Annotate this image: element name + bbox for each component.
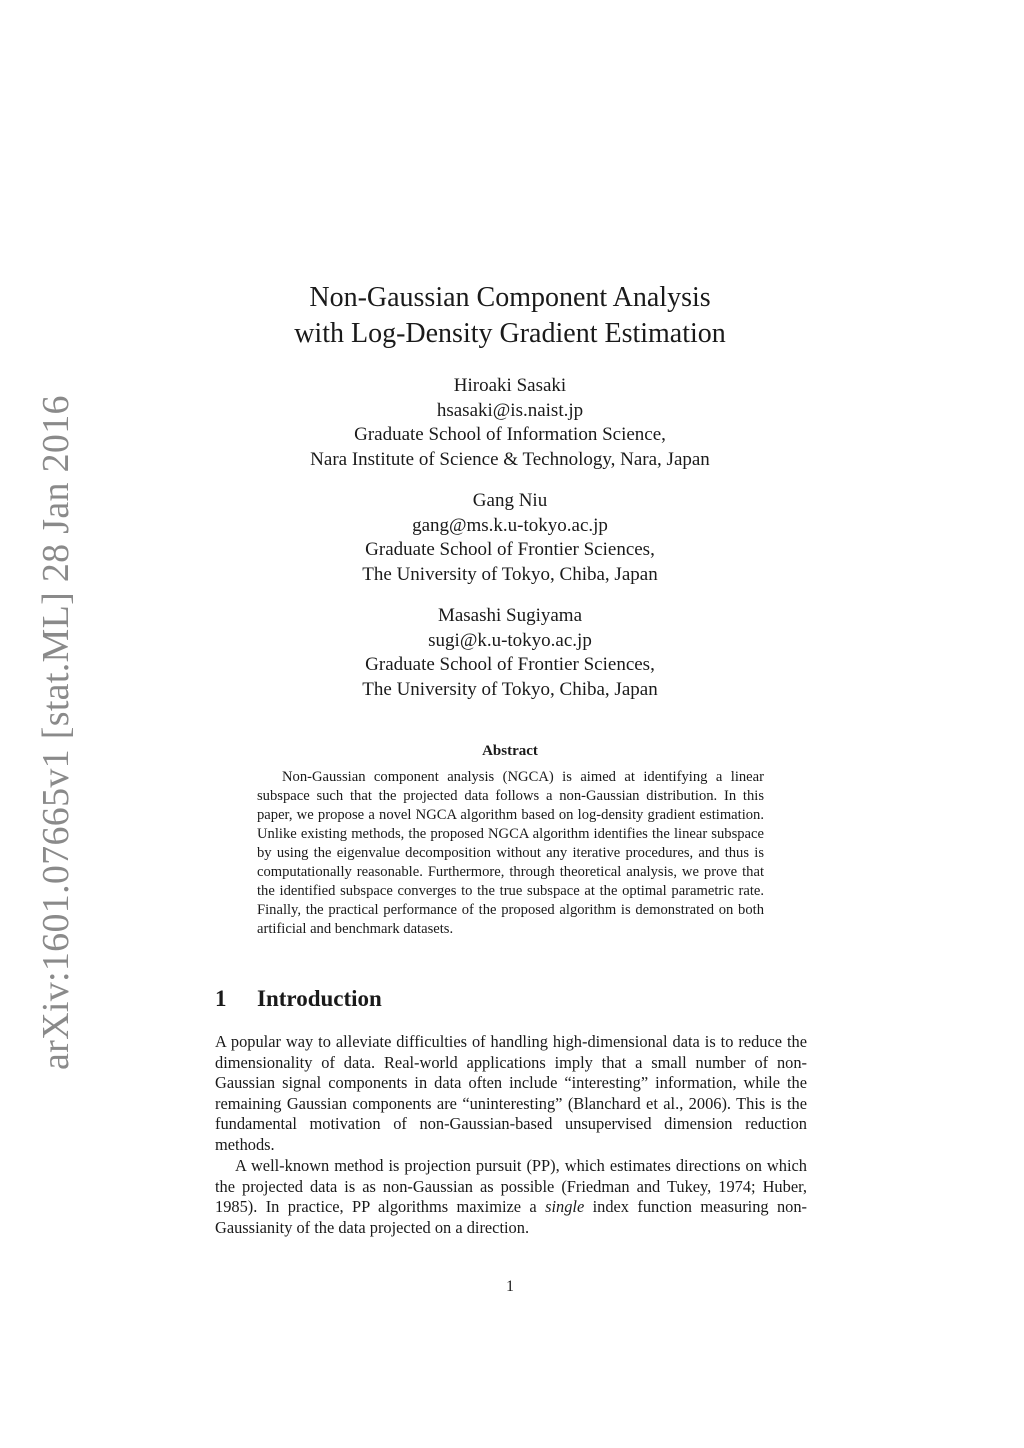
page-number: 1 [506,1278,514,1295]
author-affiliation: The University of Tokyo, Chiba, Japan [362,678,658,700]
author-name: Masashi Sugiyama [437,605,583,626]
section-heading [215,986,815,1012]
author-block-1 [200,374,820,472]
emphasized-word: single [545,1197,585,1216]
author-affiliation: The University of Tokyo, Chiba, Japan [362,563,658,585]
author-email: sugi@k.u-tokyo.ac.jp [428,629,592,651]
section-title: Introduction [257,986,382,1011]
paragraph-text: index function measuring non-Gaussianity of the data projected on a direction. [215,1197,808,1237]
paragraph-text: A well-known method is projection pursuit (PP), which estimates directions on which the projected data is as non-Gaussian as possible (Friedman and Tukey, 1974; Huber, 1985). In practice, PP algorithms maximize a [215,1156,807,1216]
abstract-heading: Abstract [482,743,538,759]
author-affiliation: Nara Institute of Science & Technology, Nara, Japan [310,448,710,470]
author-name: Hiroaki Sasaki [453,375,567,396]
arxiv-identifier-stamp: arXiv:1601.07665v1 [stat.ML] 28 Jan 2016 [35,395,77,1070]
author-block-2 [200,489,820,587]
author-affiliation: Graduate School of Frontier Sciences, [365,539,655,560]
paper-title [200,280,820,352]
author-name: Gang Niu [472,490,548,511]
author-affiliation: Graduate School of Information Science, [354,424,666,445]
paragraph [215,1156,807,1238]
author-email: gang@ms.k.u-tokyo.ac.jp [412,514,608,536]
author-email: hsasaki@is.naist.jp [436,399,584,421]
title-line-1: Non-Gaussian Component Analysis [309,282,711,313]
abstract-text: Non-Gaussian component analysis (NGCA) is aimed at identifying a linear subspace such that the projected data follows a non-Gaussian distribution. In this paper, we propose a novel NGCA algorithm based on log-density gradient estimation. Unlike existing methods, the proposed NGCA algorithm identifies the linear subspace by using the eigenvalue decomposition without any iterative procedures, and thus is computationally reasonable. Furthermore, through theoretical analysis, we prove that the identified subspace converges to the true subspace at the optimal parametric rate. Finally, the practical performance of the proposed algorithm is demonstrated on both artificial and benchmark datasets. [257,769,764,937]
author-block-3 [200,604,820,702]
author-affiliation: Graduate School of Frontier Sciences, [365,654,655,675]
title-line-2: with Log-Density Gradient Estimation [294,318,726,349]
section-number: 1 [215,986,227,1011]
paragraph: A popular way to alleviate difficulties of handling high-dimensional data is to reduce the dimensionality of data. Real-world applications imply that a small number of non-Gaussian signal components in data often include “interesting” information, while the remaining Gaussian components are “uninteresting” (Blanchard et al., 2006). This is the fundamental motivation of non-Gaussian-based unsupervised dimension reduction methods. [215,1032,807,1154]
